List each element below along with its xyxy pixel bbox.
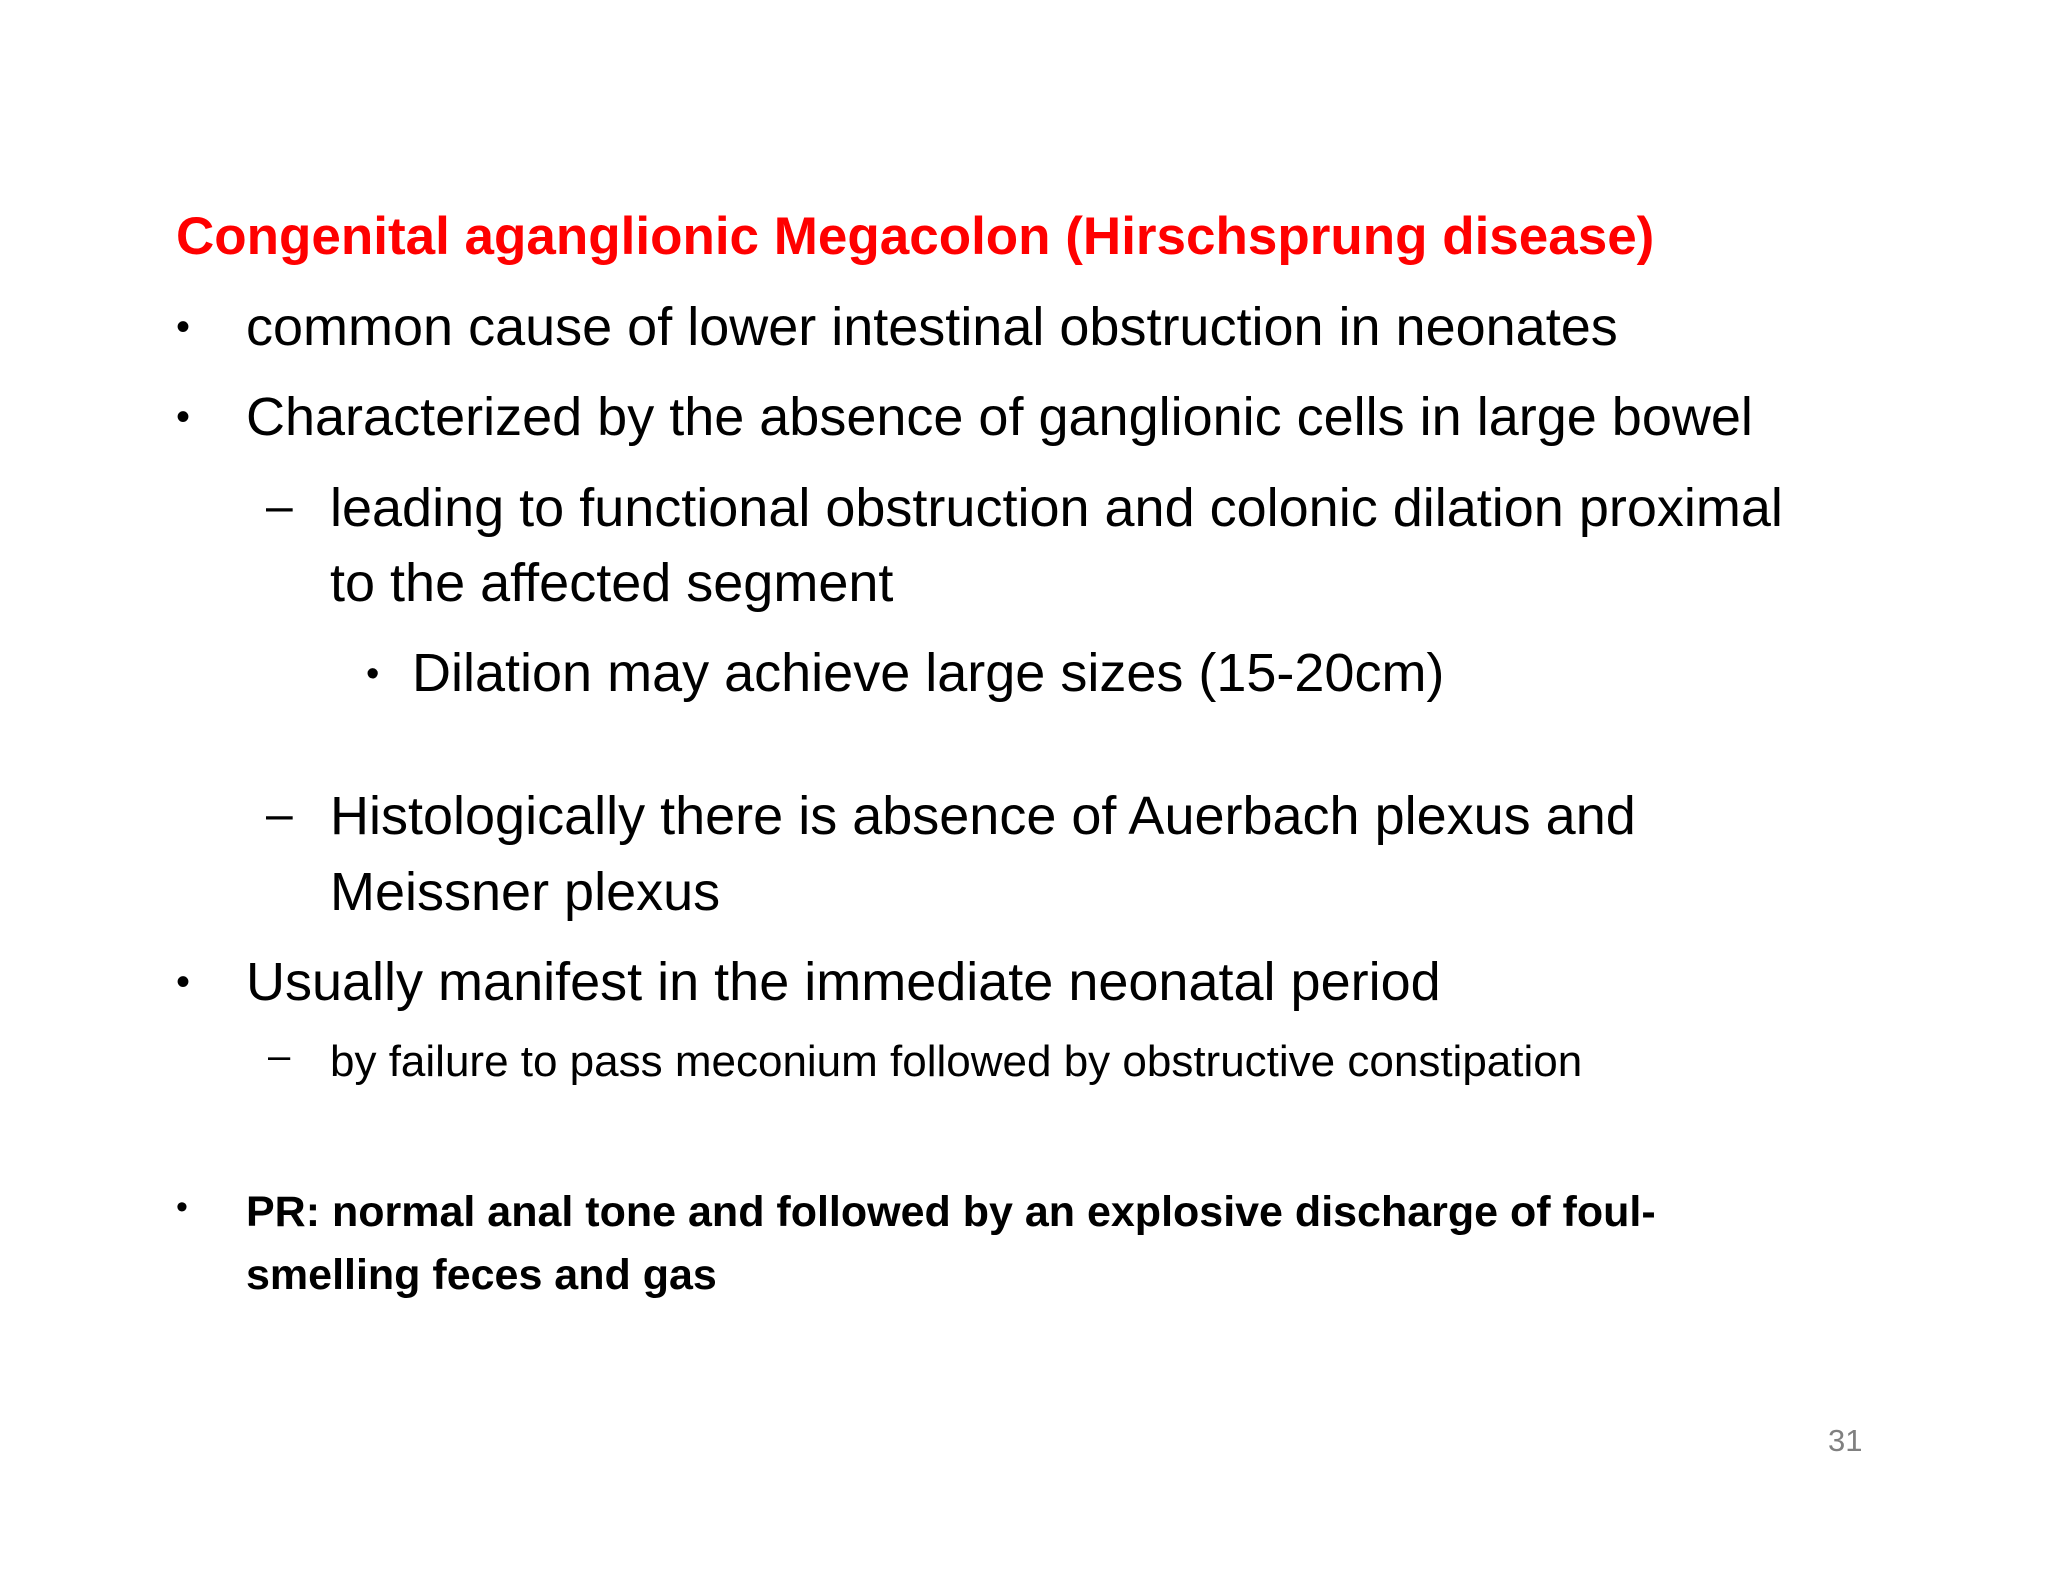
sub-bullet-text-functional-obstruction-line1: leading to functional obstruction and colonic dilation proximal bbox=[330, 478, 1783, 538]
bullet-marker: • bbox=[176, 960, 191, 1004]
sub-bullet-text-functional-obstruction-line2: to the affected segment bbox=[330, 553, 894, 613]
bullet-text-pr-exam-line2: smelling feces and gas bbox=[246, 1251, 717, 1299]
sub-bullet-text-meconium: by failure to pass meconium followed by obstructive constipation bbox=[330, 1037, 1583, 1086]
bullet-marker: • bbox=[176, 1188, 188, 1226]
dash-marker: – bbox=[268, 1034, 291, 1078]
page-number: 31 bbox=[1828, 1423, 1863, 1458]
sub-bullet-text-histology-line1: Histologically there is absence of Auerbach plexus and bbox=[330, 786, 1636, 846]
bullet-text-neonatal-period: Usually manifest in the immediate neonatal period bbox=[246, 952, 1441, 1012]
bullet-text-characterized: Characterized by the absence of ganglionic cells in large bowel bbox=[246, 387, 1753, 447]
sub-sub-bullet-text-dilation: Dilation may achieve large sizes (15-20cm) bbox=[412, 643, 1445, 703]
dash-marker: – bbox=[266, 480, 293, 533]
slide-title: Congenital aganglionic Megacolon (Hirschsprung disease) bbox=[176, 207, 1655, 266]
bullet-marker: • bbox=[176, 395, 191, 439]
bullet-text-obstruction-cause: common cause of lower intestinal obstruction in neonates bbox=[246, 297, 1618, 357]
sub-bullet-text-histology-line2: Meissner plexus bbox=[330, 862, 721, 922]
bullet-text-pr-exam-line1: PR: normal anal tone and followed by an explosive discharge of foul- bbox=[246, 1188, 1656, 1236]
dash-marker: – bbox=[266, 788, 293, 841]
bullet-marker: • bbox=[176, 305, 191, 349]
bullet-marker: • bbox=[366, 653, 380, 695]
